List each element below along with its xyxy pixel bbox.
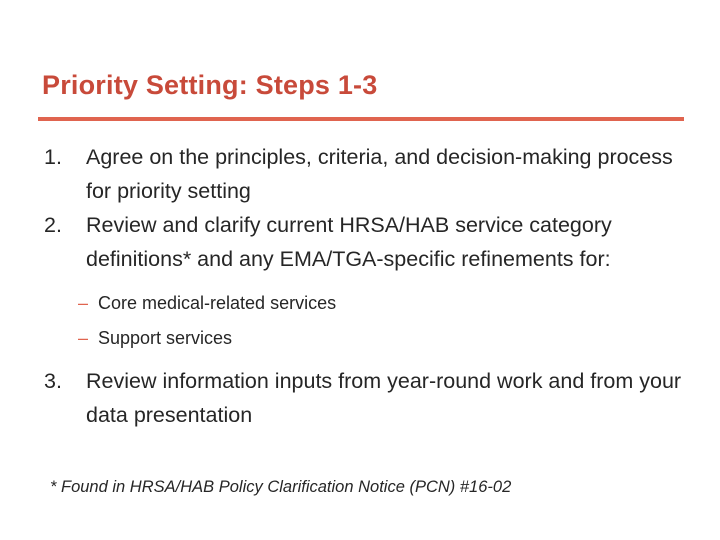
step-number: 1. [44,145,62,169]
slide-title: Priority Setting: Steps 1-3 [42,70,378,100]
footnote: * Found in HRSA/HAB Policy Clarification Notice (PCN) #16-02 [50,478,512,496]
step-text: Agree on the principles, criteria, and decision-making process for priority setting [86,145,673,203]
list-item-core-medical [44,286,684,321]
list-item-step-2 [44,208,684,276]
subitem-text: Support services [98,328,233,348]
list-item-step-1 [44,140,684,208]
list-item-support [44,321,684,356]
list-item-step-3 [44,364,684,432]
sub-list [44,286,684,356]
dash-bullet: – [78,293,89,313]
title-divider [38,117,684,121]
dash-bullet: – [78,328,89,348]
step-number: 2. [44,213,62,237]
steps-list [44,140,684,432]
step-text: Review and clarify current HRSA/HAB service category definitions* and any EMA/TGA-specific refinements for: [86,213,612,271]
subitem-text: Core medical-related services [98,293,337,313]
step-number: 3. [44,369,62,393]
step-text: Review information inputs from year-round work and from your data presentation [86,369,682,427]
